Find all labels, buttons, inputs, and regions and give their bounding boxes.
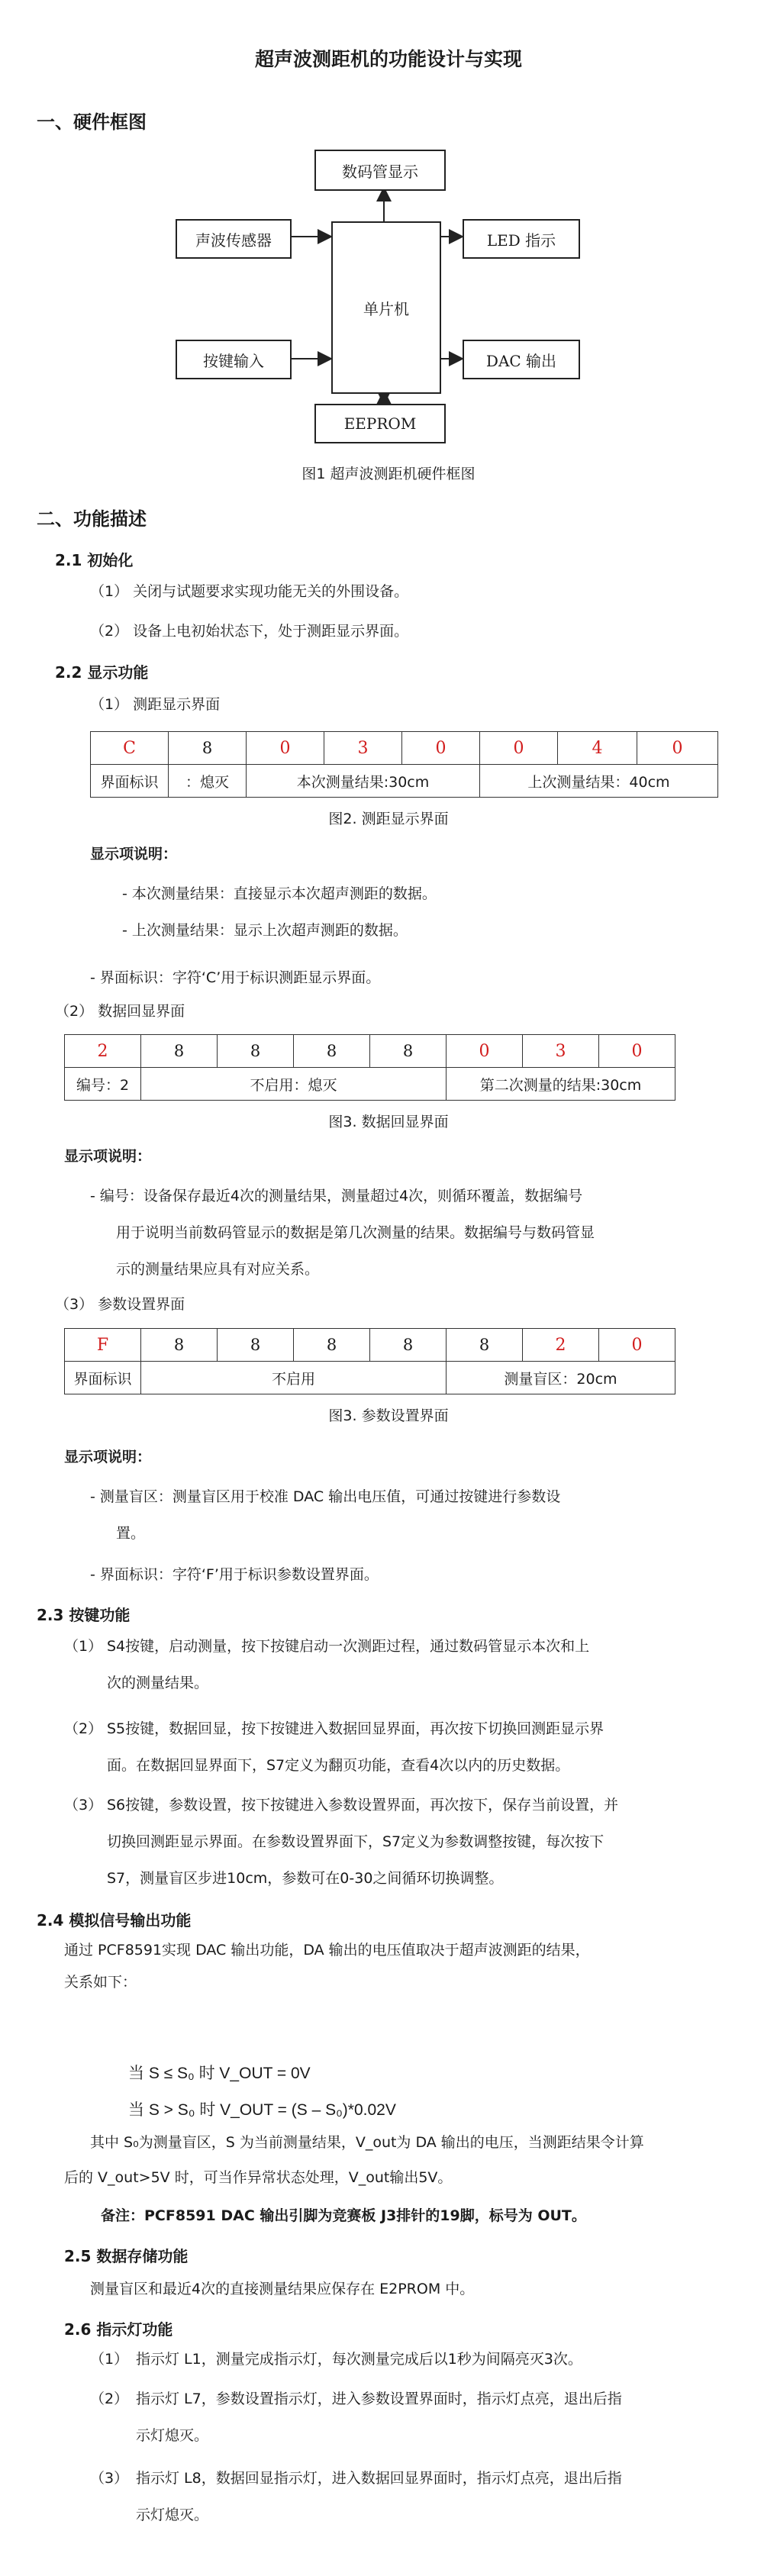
document-title: 超声波测距机的功能设计与实现 bbox=[254, 48, 522, 70]
section-2-5-heading: 2.5 数据存储功能 bbox=[64, 2247, 189, 2265]
note-3-title: 显示项说明： bbox=[64, 1449, 152, 1465]
init-item-1: （1） 关闭与试题要求实现功能无关的外围设备。 bbox=[90, 583, 409, 600]
led-item-3-line: 指示灯 L8，数据回显指示灯，进入数据回显界面时，指示灯点亮，退出后指 bbox=[136, 2470, 622, 2487]
digit-cell: 0 bbox=[599, 1329, 675, 1362]
note-1-line: - 界面标识：字符‘C’用于标识测距显示界面。 bbox=[90, 969, 381, 986]
display-sub-3: （3） 参数设置界面 bbox=[55, 1296, 185, 1313]
key-item-2-line: S5按键，数据回显，按下按键进入数据回显界面，再次按下切换回测距显示界 bbox=[107, 1720, 605, 1737]
digit-cell: 8 bbox=[141, 1035, 218, 1068]
digit-cell: 0 bbox=[480, 732, 558, 765]
table-row bbox=[65, 1362, 675, 1394]
digit-cell: 0 bbox=[447, 1035, 523, 1068]
block-dac: DAC 输出 bbox=[463, 340, 580, 379]
section-2-heading: 二、功能描述 bbox=[37, 508, 147, 530]
display-sub-1: （1） 测距显示界面 bbox=[90, 696, 221, 713]
note-2-line: 示的测量结果应具有对应关系。 bbox=[116, 1261, 320, 1278]
key-item-3-num: （3） bbox=[64, 1797, 103, 1814]
digit-cell: F bbox=[65, 1329, 141, 1362]
ranging-display-table bbox=[90, 731, 718, 798]
note-3-line: - 测量盲区：测量盲区用于校准 DAC 输出电压值，可通过按键进行参数设 bbox=[90, 1488, 561, 1505]
dac-desc-2: 后的 V_out>5V 时，可当作异常状态处理，V_out输出5V。 bbox=[64, 2169, 453, 2186]
figure-1-caption: 图1 超声波测距机硬件框图 bbox=[301, 466, 476, 482]
section-1-heading: 一、硬件框图 bbox=[37, 111, 147, 133]
table-row bbox=[91, 765, 718, 798]
label-cell: 编号：2 bbox=[65, 1068, 141, 1101]
label-cell: 不启用：熄灭 bbox=[141, 1068, 447, 1101]
led-item-1-num: （1） bbox=[90, 2351, 129, 2368]
section-2-3-heading: 2.3 按键功能 bbox=[37, 1606, 131, 1624]
figure-3b-caption: 图3. 参数设置界面 bbox=[328, 1407, 449, 1424]
section-2-1-heading: 2.1 初始化 bbox=[55, 551, 134, 569]
digit-cell: 0 bbox=[599, 1035, 675, 1068]
display-sub-2: （2） 数据回显界面 bbox=[55, 1003, 185, 1020]
block-mcu: 单片机 bbox=[331, 221, 441, 394]
table-row bbox=[65, 1329, 675, 1362]
key-item-3-line: S7，测量盲区步进10cm，参数可在0-30之间循环切换调整。 bbox=[107, 1870, 504, 1887]
digit-cell: 8 bbox=[218, 1329, 294, 1362]
led-item-3-line: 示灯熄灭。 bbox=[136, 2507, 209, 2523]
storage-line: 测量盲区和最近4次的直接测量结果应保存在 E2PROM 中。 bbox=[90, 2281, 475, 2297]
label-cell: 界面标识 bbox=[91, 765, 169, 798]
digit-cell: C bbox=[91, 732, 169, 765]
key-item-1-line: 次的测量结果。 bbox=[107, 1675, 209, 1691]
led-item-2-num: （2） bbox=[90, 2391, 129, 2407]
key-item-1-num: （1） bbox=[64, 1638, 103, 1655]
data-recall-table bbox=[64, 1034, 675, 1101]
label-cell: 第二次测量的结果:30cm bbox=[447, 1068, 675, 1101]
key-item-2-line: 面。在数据回显界面下，S7定义为翻页功能，查看4次以内的历史数据。 bbox=[107, 1757, 570, 1774]
led-item-2-line: 示灯熄灭。 bbox=[136, 2427, 209, 2444]
figure-2-caption: 图2. 测距显示界面 bbox=[328, 811, 449, 827]
key-item-3-line: S6按键，参数设置，按下按键进入参数设置界面，再次按下，保存当前设置，并 bbox=[107, 1797, 619, 1814]
section-2-4-heading: 2.4 模拟信号输出功能 bbox=[37, 1911, 192, 1930]
block-sensor: 声波传感器 bbox=[176, 219, 292, 259]
figure-3-caption: 图3. 数据回显界面 bbox=[328, 1114, 449, 1130]
label-cell: 测量盲区：20cm bbox=[447, 1362, 675, 1394]
digit-cell: 8 bbox=[169, 732, 247, 765]
section-2-6-heading: 2.6 指示灯功能 bbox=[64, 2320, 173, 2339]
digit-cell: 3 bbox=[324, 732, 402, 765]
dac-desc-1: 其中 S₀为测量盲区，S 为当前测量结果，V_out为 DA 输出的电压，当测距结果令计算 bbox=[90, 2134, 644, 2151]
key-item-1-line: S4按键，启动测量，按下按键启动一次测距过程，通过数码管显示本次和上 bbox=[107, 1638, 590, 1655]
digit-cell: 8 bbox=[218, 1035, 294, 1068]
dac-note: 备注：PCF8591 DAC 输出引脚为竞赛板 J3排针的19脚，标号为 OUT。 bbox=[101, 2207, 586, 2224]
digit-cell: 3 bbox=[523, 1035, 599, 1068]
label-cell: 界面标识 bbox=[65, 1362, 141, 1394]
key-item-3-line: 切换回测距显示界面。在参数设置界面下，S7定义为参数调整按键，每次按下 bbox=[107, 1833, 605, 1850]
digit-cell: 8 bbox=[294, 1035, 370, 1068]
note-3-line: - 界面标识：字符‘F’用于标识参数设置界面。 bbox=[90, 1566, 379, 1583]
digit-cell: 8 bbox=[141, 1329, 218, 1362]
note-2-title: 显示项说明： bbox=[64, 1148, 152, 1165]
note-2-line: - 编号：设备保存最近4次的测量结果，测量超过4次，则循环覆盖，数据编号 bbox=[90, 1188, 583, 1204]
label-cell: 上次测量结果：40cm bbox=[480, 765, 718, 798]
table-row bbox=[91, 732, 718, 765]
digit-cell: 4 bbox=[558, 732, 637, 765]
led-item-2-line: 指示灯 L7，参数设置指示灯，进入参数设置界面时，指示灯点亮，退出后指 bbox=[136, 2391, 622, 2407]
led-item-3-num: （3） bbox=[90, 2470, 129, 2487]
key-item-2-num: （2） bbox=[64, 1720, 103, 1737]
dac-line-1: 通过 PCF8591实现 DAC 输出功能，DA 输出的电压值取决于超声波测距的结果， bbox=[64, 1942, 590, 1959]
note-1-line: - 上次测量结果：显示上次超声测距的数据。 bbox=[122, 922, 408, 939]
note-1-line: - 本次测量结果：直接显示本次超声测距的数据。 bbox=[122, 885, 437, 902]
dac-line-2: 关系如下： bbox=[64, 1974, 137, 1991]
block-eeprom: EEPROM bbox=[314, 404, 446, 443]
digit-cell: 0 bbox=[637, 732, 718, 765]
note-1-title: 显示项说明： bbox=[90, 846, 178, 862]
digit-cell: 8 bbox=[294, 1329, 370, 1362]
digit-cell: 2 bbox=[523, 1329, 599, 1362]
init-item-2: （2） 设备上电初始状态下，处于测距显示界面。 bbox=[90, 623, 409, 640]
digit-cell: 8 bbox=[370, 1329, 447, 1362]
block-display: 数码管显示 bbox=[314, 150, 446, 191]
digit-cell: 8 bbox=[447, 1329, 523, 1362]
block-keys: 按键输入 bbox=[176, 340, 292, 379]
param-setting-table bbox=[64, 1328, 675, 1394]
label-cell: 本次测量结果:30cm bbox=[247, 765, 480, 798]
formula-2: 当 S > S₀ 时 V_OUT = (S – S₀)*0.02V bbox=[128, 2101, 396, 2119]
formula-1: 当 S ≤ S₀ 时 V_OUT = 0V bbox=[128, 2065, 311, 2082]
block-led: LED 指示 bbox=[463, 219, 580, 259]
digit-cell: 0 bbox=[402, 732, 480, 765]
section-2-2-heading: 2.2 显示功能 bbox=[55, 663, 149, 682]
digit-cell: 0 bbox=[247, 732, 324, 765]
table-row bbox=[65, 1035, 675, 1068]
table-row bbox=[65, 1068, 675, 1101]
led-item-1-line: 指示灯 L1，测量完成指示灯，每次测量完成后以1秒为间隔亮灭3次。 bbox=[136, 2351, 582, 2368]
label-cell: 不启用 bbox=[141, 1362, 447, 1394]
digit-cell: 2 bbox=[65, 1035, 141, 1068]
note-3-line: 置。 bbox=[116, 1525, 146, 1542]
label-cell: ：熄灭 bbox=[169, 765, 247, 798]
digit-cell: 8 bbox=[370, 1035, 447, 1068]
note-2-line: 用于说明当前数码管显示的数据是第几次测量的结果。数据编号与数码管显 bbox=[116, 1224, 595, 1241]
